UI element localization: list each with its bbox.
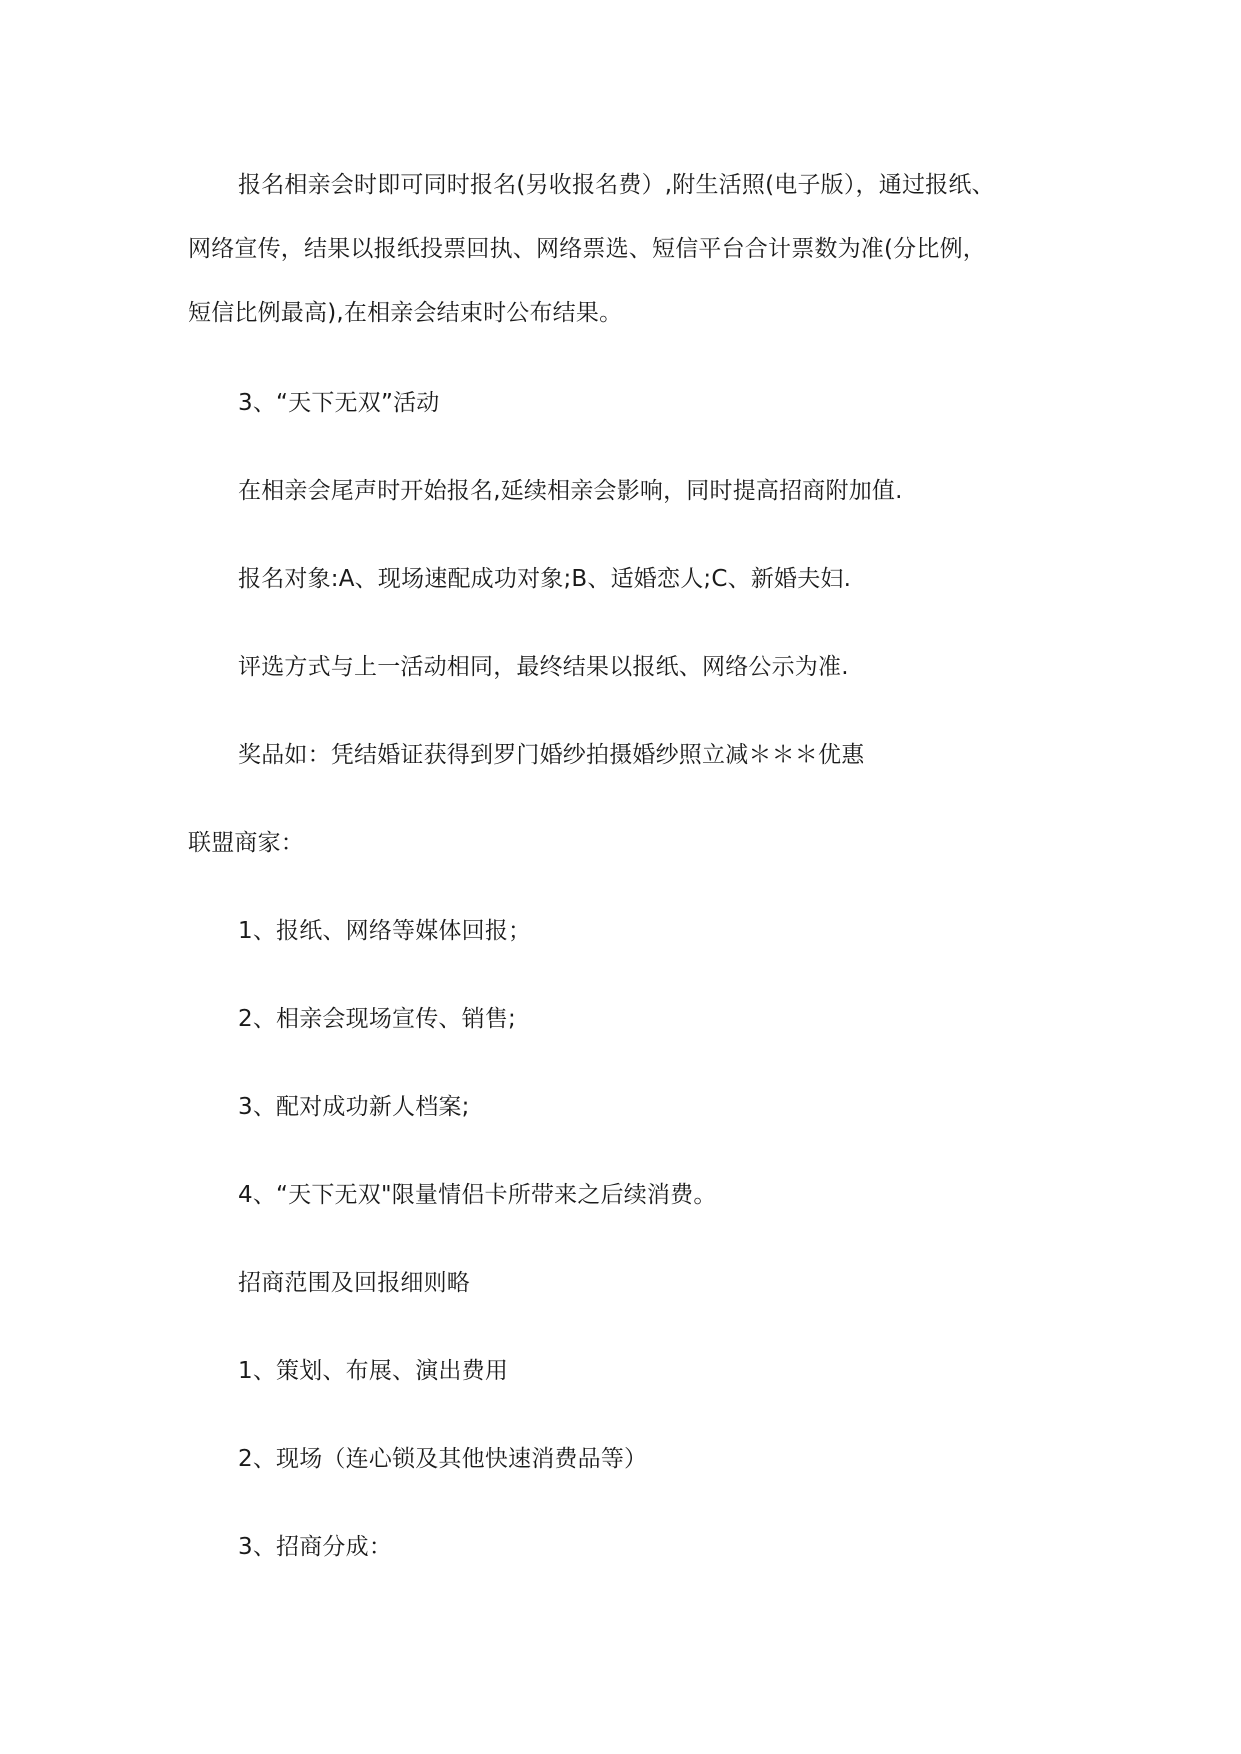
sponsorship-item-3: 3、招商分成： (238, 1534, 393, 1560)
sponsorship-item-1: 1、策划、布展、演出费用 (238, 1358, 509, 1384)
alliance-item-2: 2、相亲会现场宣传、销售; (238, 1006, 516, 1032)
alliance-item-4: 4、“天下无双"限量情侣卡所带来之后续消费。 (238, 1182, 717, 1208)
sponsorship-heading: 招商范围及回报细则略 (238, 1270, 470, 1296)
alliance-heading: 联盟商家： (188, 830, 304, 856)
section-3-selection: 评选方式与上一活动相同，最终结果以报纸、网络公示为准. (238, 654, 849, 680)
paragraph-1-line-1: 报名相亲会时即可同时报名(另收报名费）,附生活照(电子版），通过报纸、 (238, 172, 995, 198)
sponsorship-item-2: 2、现场（连心锁及其他快速消费品等） (238, 1446, 648, 1472)
section-3-heading: 3、“天下无双”活动 (238, 390, 440, 416)
section-3-prize: 奖品如：凭结婚证获得到罗门婚纱拍摄婚纱照立减＊＊＊优惠 (238, 742, 865, 768)
alliance-item-1: 1、报纸、网络等媒体回报； (238, 918, 532, 944)
section-3-targets: 报名对象:A、现场速配成功对象;B、适婚恋人;C、新婚夫妇. (238, 566, 852, 592)
alliance-item-3: 3、配对成功新人档案; (238, 1094, 470, 1120)
section-3-signup: 在相亲会尾声时开始报名,延续相亲会影响，同时提高招商附加值. (238, 478, 903, 504)
paragraph-1-line-3: 短信比例最高),在相亲会结束时公布结果。 (188, 300, 623, 326)
paragraph-1-line-2: 网络宣传，结果以报纸投票回执、网络票选、短信平台合计票数为准(分比例， (188, 236, 986, 262)
